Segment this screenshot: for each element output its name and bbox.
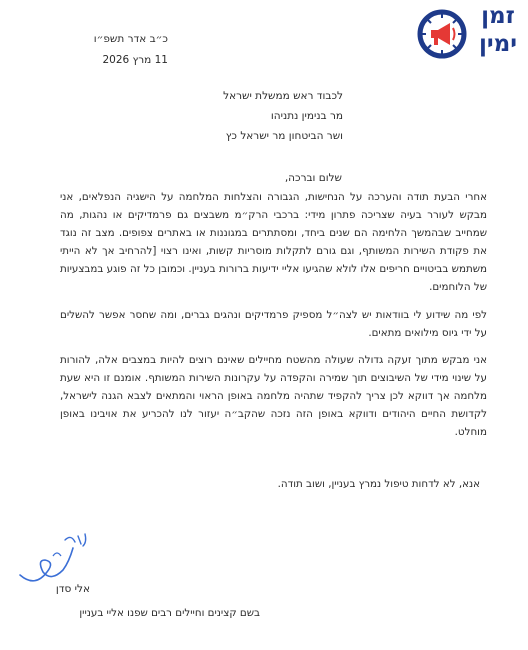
closing-line: אנא, לא לדחות טיפול נמרץ בעניין, ושוב תודה.	[277, 478, 480, 490]
signer-name: אלי סדן	[55, 583, 90, 595]
on-behalf-line: בשם קצינים וחיילים רבים שפנו אליי בעניין	[79, 607, 260, 619]
recipient-line: לכבוד ראש ממשלת ישראל	[223, 90, 343, 102]
gregorian-date: 11 מרץ 2026	[102, 54, 168, 66]
logo-text-bottom: ימין	[478, 31, 518, 57]
logo-text-top: זמן	[481, 3, 515, 29]
clock-megaphone-icon	[416, 8, 468, 60]
body-paragraph: אחרי הבעת תודה והערכה על הנחישות, הגבורה והצלחות המלחמה על הישגיה הנפלאים, אני מבקש לעורר בעיה שצריכה פתרון מידי: ברכבי הרק״מ משבצים גם פרמדיקים או נהגות, מה שמחייב שבהמשך הלחימה הם שנים ביחד, ומסתתרים במגוננות או באתרים צפופים. מצב זה נוגד את פקודת השירות המשותף, וגם גורם לתקלות מוסריות קשות, ואינו רצוי [להרחיב אך לא הייתי משתמש בביטויים חריפים אלו לולא שהגיעו אליי ידיעות ברורות בעניין. וכמובן כל זה פוגע במבצעיות של הלוחמים.	[60, 191, 487, 293]
greeting: שלום וברכה,	[284, 172, 342, 184]
body-paragraph: לפי מה שידוע לי בוודאות יש לצה״ל מספיק פרמדיקים ונהגים גברים, ומה שחסר אפשר להשלים על ידי גיוס מילואים מתאים.	[60, 309, 487, 339]
hebrew-date: כ״ב אדר תשפ״ו	[93, 33, 168, 45]
recipient-line: מר בנימין נתניהו	[270, 110, 343, 122]
body-paragraph: אני מבקש מתוך זעקה גדולה שעולה מהשטח מחיילים שאינם רוצים להיות במצבים אלה, להורות על שינוי מידי של השיבוצים תוך שמירה והקפדה על עקרונות השירות המשותף. אומנם זו היא שעת מלחמה אך דווקא לכן צריך להקפיד שתהיה מלחמה באופן הראוי והמתאים לצבא הגנה לישראל, לקדושת החיים היהודים ודווקא באופן הזה נזכה שהקב״ה יעזור לנו להכריע את אויבינו באופן מוחלט.	[60, 354, 487, 438]
handwritten-signature	[15, 520, 95, 590]
recipient-line: ושר הביטחון מר ישראל כץ	[225, 130, 343, 142]
